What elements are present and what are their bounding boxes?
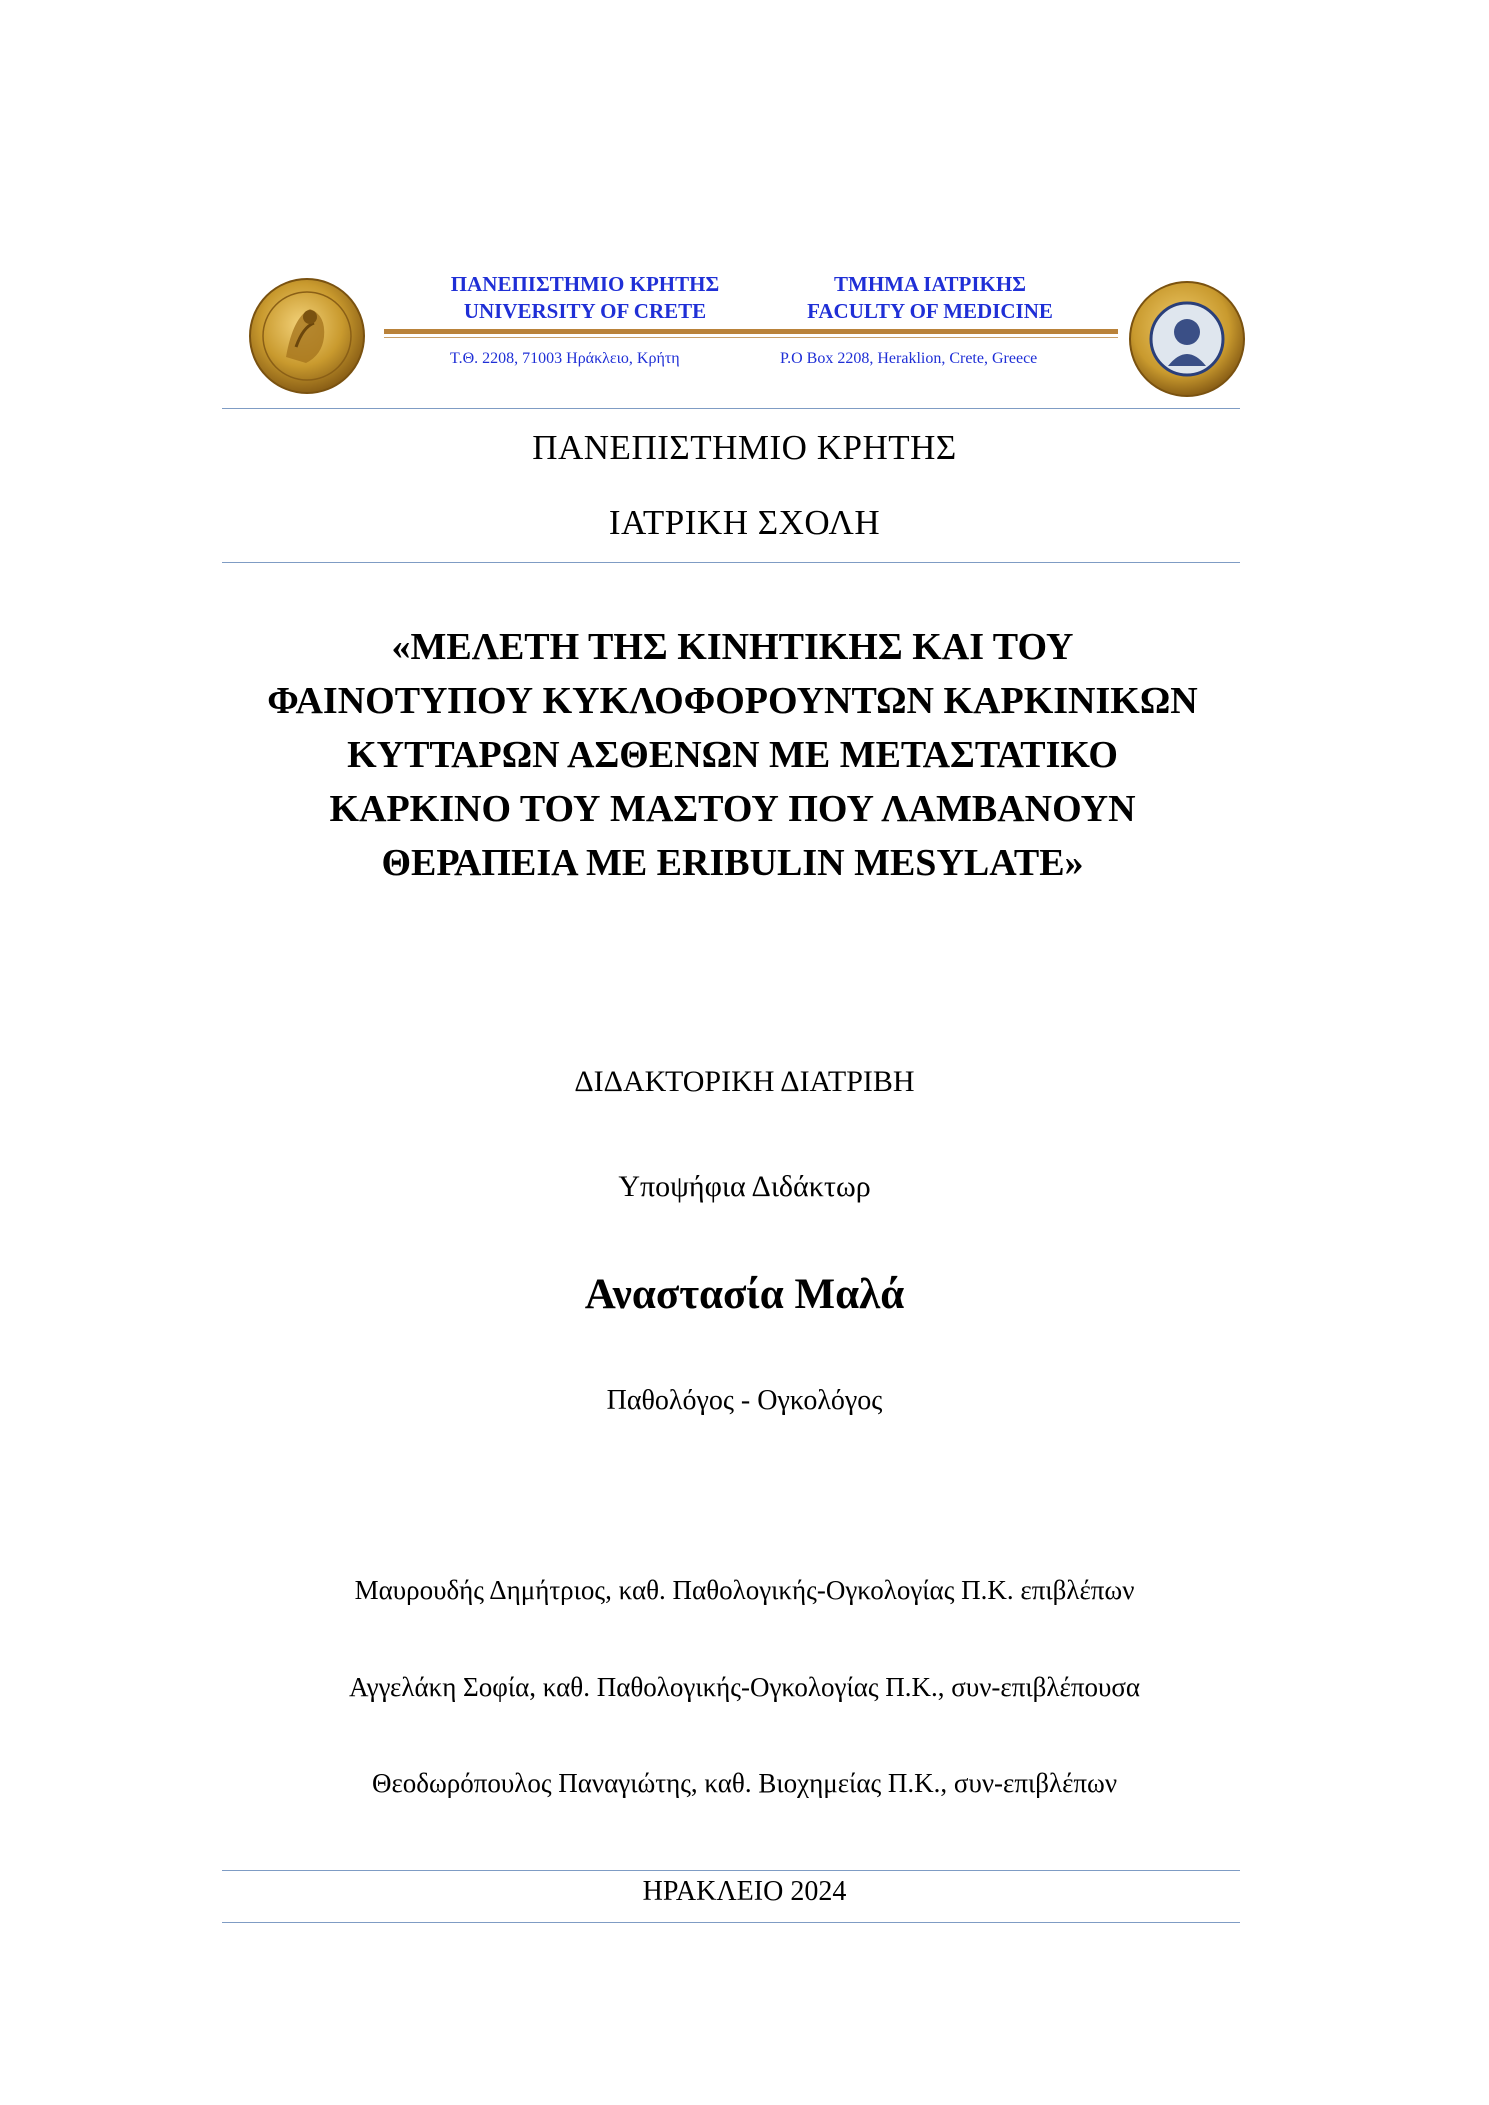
letterhead-rule-thin [384,337,1118,338]
divider-top [222,408,1240,409]
committee-member: Θεοδωρόπουλος Παναγιώτης, καθ. Βιοχημείας Π.Κ., συν-επιβλέπων [371,1768,1118,1798]
thesis-title-line: ΦΑΙΝΟΤΥΠΟΥ ΚΥΚΛΟΦΟΡΟΥΝΤΩΝ ΚΑΡΚΙΝΙΚΩΝ [267,680,1198,722]
committee-member: Μαυρουδής Δημήτριος, καθ. Παθολογικής-Ογκολογίας Π.Κ. επιβλέπων [354,1575,1135,1605]
letterhead-university-english: UNIVERSITY OF CRETE [463,299,707,323]
candidate-name: Αναστασία Μαλά [584,1271,905,1318]
thesis-title [200,620,1265,890]
divider-footer-bottom [222,1922,1240,1923]
school-name: ΙΑΤΡΙΚΗ ΣΧΟΛΗ [608,503,881,542]
thesis-title-line: «ΜΕΛΕΤΗ ΤΗΣ ΚΙΝΗΤΙΚΗΣ ΚΑΙ ΤΟΥ [391,626,1074,668]
committee-member: Αγγελάκη Σοφία, καθ. Παθολογικής-Ογκολογίας Π.Κ., συν-επιβλέπουσα [348,1672,1141,1702]
faculty-seal-logo [1128,280,1246,398]
divider-footer-top [222,1870,1240,1871]
letterhead-university-greek: ΠΑΝΕΠΙΣΤΗΜΙΟ ΚΡΗΤΗΣ [450,272,720,296]
letterhead-university [420,271,750,325]
candidate-specialty: Παθολόγος - Ογκολόγος [606,1385,883,1416]
thesis-title-line: ΚΥΤΤΑΡΩΝ ΑΣΘΕΝΩΝ ΜΕ ΜΕΤΑΣΤΑΤΙΚΟ [347,734,1118,776]
letterhead-address-english: P.O Box 2208, Heraklion, Crete, Greece [780,350,1038,367]
letterhead-rule [384,329,1118,334]
candidate-role: Υποψήφια Διδάκτωρ [618,1170,871,1203]
letterhead-faculty-greek: ΤΜΗΜΑ ΙΑΤΡΙΚΗΣ [834,272,1026,296]
thesis-title-line: ΘΕΡΑΠΕΙΑ ΜΕ ERIBULIN MESYLATE» [381,842,1084,884]
letterhead-faculty [775,271,1085,325]
letterhead-address-greek: Τ.Θ. 2208, 71003 Ηράκλειο, Κρήτη [450,350,680,367]
letterhead-faculty-english: FACULTY OF MEDICINE [807,299,1053,323]
thesis-type: ΔΙΔΑΚΤΟΡΙΚΗ ΔΙΑΤΡΙΒΗ [574,1065,915,1098]
place-year: ΗΡΑΚΛΕΙΟ 2024 [642,1876,847,1907]
university-seal-logo [248,277,366,395]
university-name: ΠΑΝΕΠΙΣΤΗΜΙΟ ΚΡΗΤΗΣ [532,428,957,467]
thesis-title-line: ΚΑΡΚΙΝΟ ΤΟΥ ΜΑΣΤΟΥ ΠΟΥ ΛΑΜΒΑΝΟΥΝ [329,788,1136,830]
divider-institution [222,562,1240,563]
letterhead [220,265,1250,405]
